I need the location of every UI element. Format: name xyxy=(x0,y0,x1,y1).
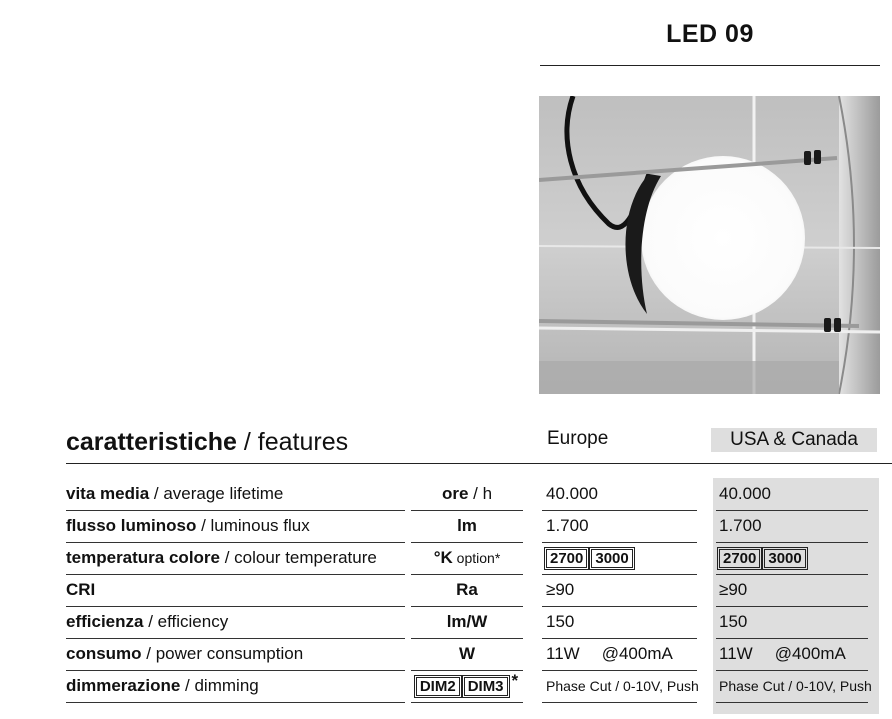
features-heading-en: / features xyxy=(236,428,349,456)
feature-label-en: / dimming xyxy=(180,676,259,695)
table-row xyxy=(0,575,892,607)
feature-label-it: flusso luminoso xyxy=(66,516,197,535)
feature-label-en: / luminous flux xyxy=(196,516,310,535)
feature-label-it: CRI xyxy=(66,580,96,599)
unit-main: ore xyxy=(441,484,469,503)
row-divider xyxy=(716,702,868,703)
unit-main: lm/W xyxy=(446,612,488,631)
features-heading xyxy=(66,428,348,457)
feature-label-it: temperatura colore xyxy=(66,548,220,567)
table-row xyxy=(0,639,892,671)
table-row xyxy=(0,543,892,575)
option-box: 3000 xyxy=(764,549,805,568)
current-value: @400mA xyxy=(774,644,846,663)
column-header-europe: Europe xyxy=(547,428,609,449)
usa-value: ≥90 xyxy=(719,580,748,599)
column-header-usa: USA & Canada xyxy=(711,428,877,452)
feature-label xyxy=(66,511,310,543)
row-divider xyxy=(66,702,405,703)
unit-cell xyxy=(411,575,523,607)
feature-label xyxy=(66,543,377,575)
unit-cell xyxy=(411,671,523,703)
feature-label-en: / average lifetime xyxy=(149,484,284,503)
table-row xyxy=(0,607,892,639)
europe-value: Phase Cut / 0-10V, Push xyxy=(546,678,699,694)
product-photo xyxy=(539,96,880,394)
unit-main: lm xyxy=(457,516,477,535)
unit-cell xyxy=(411,543,523,575)
feature-label xyxy=(66,479,283,511)
table-row xyxy=(0,671,892,703)
table-header-divider xyxy=(66,463,892,464)
europe-value: ≥90 xyxy=(546,580,575,599)
product-title: LED 09 xyxy=(666,20,754,48)
feature-label-it: dimmerazione xyxy=(66,676,181,695)
unit-cell xyxy=(411,511,523,543)
feature-label xyxy=(66,607,228,639)
features-heading-it: caratteristiche xyxy=(66,428,237,456)
usa-value: 40.000 xyxy=(719,484,771,503)
row-divider xyxy=(411,702,523,703)
unit-main: W xyxy=(458,644,476,663)
feature-label-en: / power consumption xyxy=(141,644,304,663)
unit-cell xyxy=(411,639,523,671)
power-value: 11W xyxy=(546,644,580,663)
europe-value: 1.700 xyxy=(546,516,589,535)
europe-value: 150 xyxy=(546,612,575,631)
unit-rest: option* xyxy=(452,550,501,566)
feature-label-it: efficienza xyxy=(66,612,144,631)
usa-value: Phase Cut / 0-10V, Push xyxy=(719,678,872,694)
usa-value: 150 xyxy=(719,612,748,631)
unit-cell xyxy=(411,479,523,511)
unit-main: Ra xyxy=(456,580,478,599)
dimming-box: DIM3 xyxy=(464,677,508,696)
option-mark: * xyxy=(511,670,519,690)
feature-label-it: vita media xyxy=(66,484,150,503)
table-row xyxy=(0,479,892,511)
power-value: 11W xyxy=(719,644,753,663)
feature-label-en: / colour temperature xyxy=(220,548,377,567)
unit-main: °K xyxy=(433,548,453,567)
current-value: @400mA xyxy=(601,644,673,663)
feature-label xyxy=(66,671,259,703)
feature-label-it: consumo xyxy=(66,644,142,663)
row-divider xyxy=(542,702,697,703)
unit-cell xyxy=(411,607,523,639)
europe-value: 40.000 xyxy=(546,484,598,503)
usa-value xyxy=(719,543,810,575)
dimming-box: DIM2 xyxy=(416,677,460,696)
usa-value xyxy=(719,639,846,671)
option-box: 2700 xyxy=(719,549,760,568)
usa-value: 1.700 xyxy=(719,516,762,535)
feature-label xyxy=(66,575,95,607)
option-box: 2700 xyxy=(546,549,587,568)
europe-value xyxy=(546,543,637,575)
feature-label-en: / efficiency xyxy=(143,612,229,631)
europe-value xyxy=(546,639,673,671)
option-box: 3000 xyxy=(591,549,632,568)
unit-rest: / h xyxy=(468,484,493,503)
table-row xyxy=(0,511,892,543)
title-divider xyxy=(540,65,880,66)
feature-label xyxy=(66,639,303,671)
